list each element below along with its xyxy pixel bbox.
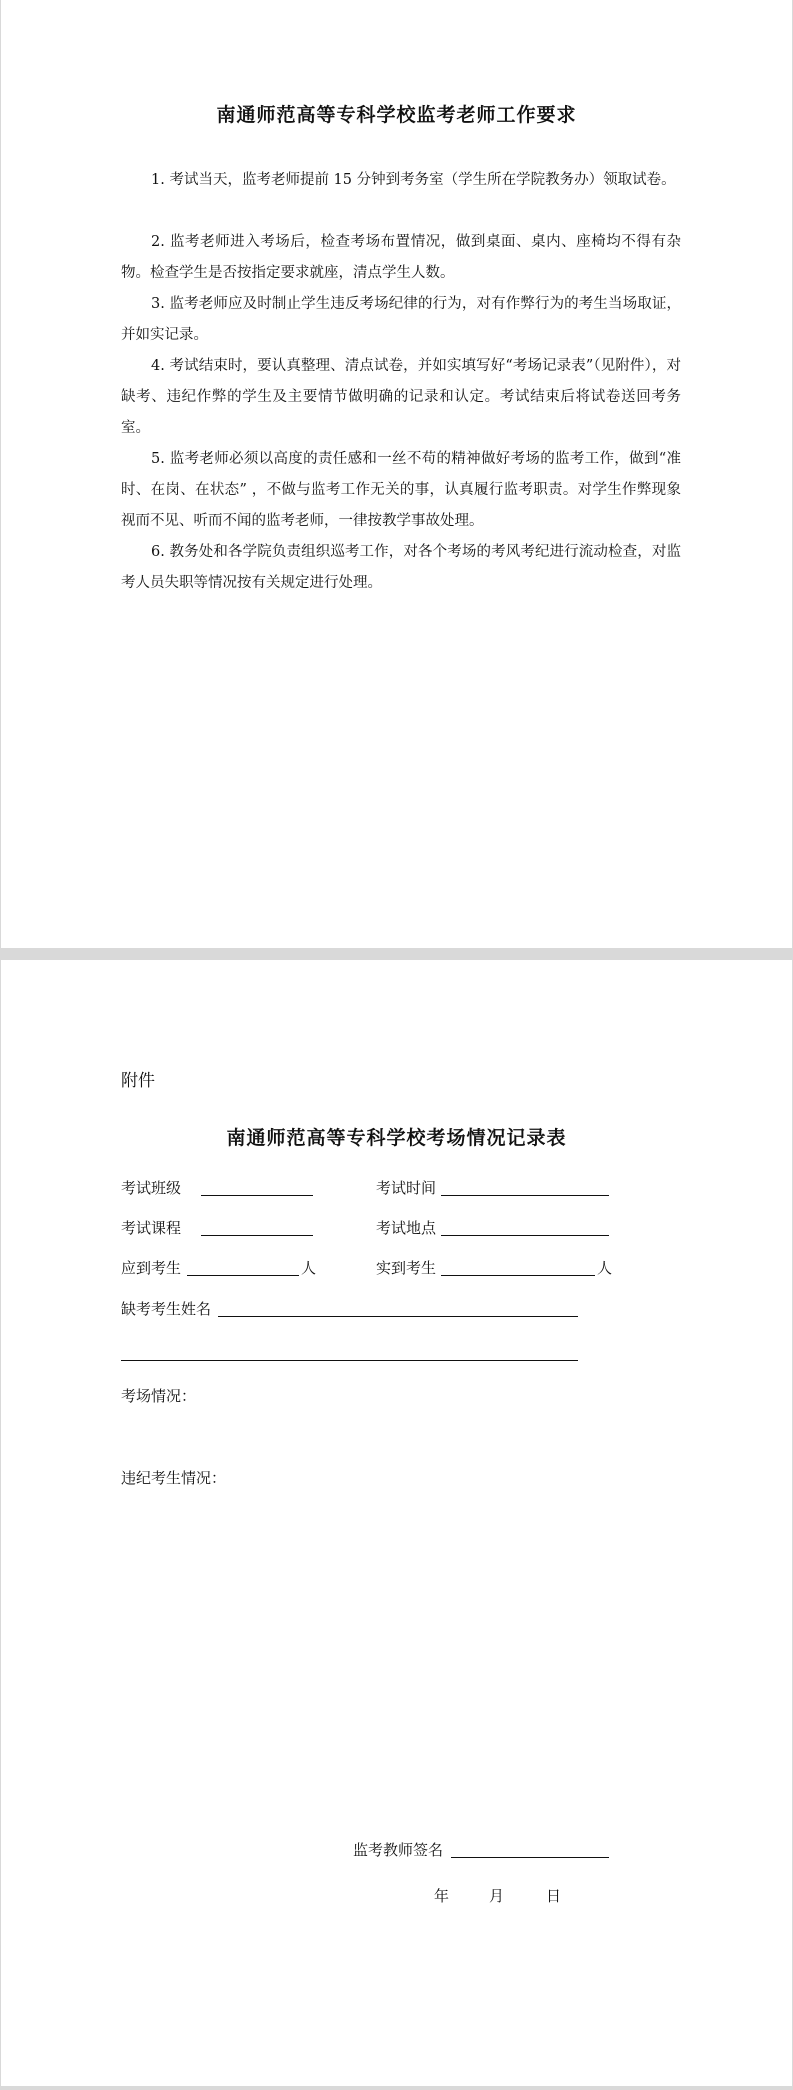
record-form-title: 南通师范高等专科学校考场情况记录表 xyxy=(226,1127,567,1149)
actual-students-blank xyxy=(441,1275,595,1276)
exam-class-label: 考试班级 xyxy=(121,1179,182,1197)
exam-time-label: 考试时间 xyxy=(376,1179,437,1197)
attachment-label: 附件 xyxy=(121,1071,155,1091)
rule-6: 6. 教务处和各学院负责组织巡考工作，对各个考场的考风考纪进行流动检查，对监考人员失职等情况按有关规定进行处理。 xyxy=(121,544,681,591)
date-day: 日 xyxy=(546,1887,562,1905)
exam-course-blank xyxy=(201,1235,313,1236)
violations-label: 违纪考生情况： xyxy=(121,1469,227,1487)
date-month: 月 xyxy=(489,1887,505,1905)
signature-blank xyxy=(451,1857,609,1858)
rule-4: 4. 考试结束时，要认真整理、清点试卷，并如实填写好“考场记录表”（见附件），对缺考、违纪作弊的学生及主要情节做明确的记录和认定。考试结束后将试卷送回考务室。 xyxy=(121,358,681,436)
absent-names-label: 缺考考生姓名 xyxy=(121,1300,212,1318)
exam-class-blank xyxy=(201,1195,313,1196)
date-year: 年 xyxy=(434,1887,450,1905)
expected-students-blank xyxy=(187,1275,299,1276)
rule-1: 1. 考试当天，监考老师提前 15 分钟到考务室（学生所在学院教务办）领取试卷。 xyxy=(151,172,676,188)
rule-2: 2. 监考老师进入考场后，检查考场布置情况，做到桌面、桌内、座椅均不得有杂物。检查学生是否按指定要求就座，清点学生人数。 xyxy=(121,234,681,281)
document-page-2 xyxy=(1,960,792,2086)
expected-unit: 人 xyxy=(301,1259,317,1277)
exam-location-label: 考试地点 xyxy=(376,1219,437,1237)
actual-students-label: 实到考生 xyxy=(376,1259,437,1277)
document-page-1 xyxy=(1,0,792,948)
rule-3: 3. 监考老师应及时制止学生违反考场纪律的行为，对有作弊行为的考生当场取证，并如实记录。 xyxy=(121,296,681,343)
exam-location-blank xyxy=(441,1235,609,1236)
page-title: 南通师范高等专科学校监考老师工作要求 xyxy=(216,104,577,126)
rule-5: 5. 监考老师必须以高度的责任感和一丝不苟的精神做好考场的监考工作，做到“准时、在岗、在状态” ，不做与监考工作无关的事，认真履行监考职责。对学生作弊现象视而不见、听而不闻的监考老师，一律按教学事故处理。 xyxy=(121,451,681,529)
actual-unit: 人 xyxy=(597,1259,613,1277)
room-status-label: 考场情况： xyxy=(121,1387,197,1405)
absent-names-blank-2 xyxy=(121,1360,578,1361)
absent-names-blank xyxy=(218,1316,578,1317)
exam-time-blank xyxy=(441,1195,609,1196)
exam-course-label: 考试课程 xyxy=(121,1219,182,1237)
expected-students-label: 应到考生 xyxy=(121,1259,182,1277)
signature-label: 监考教师签名 xyxy=(353,1841,444,1859)
